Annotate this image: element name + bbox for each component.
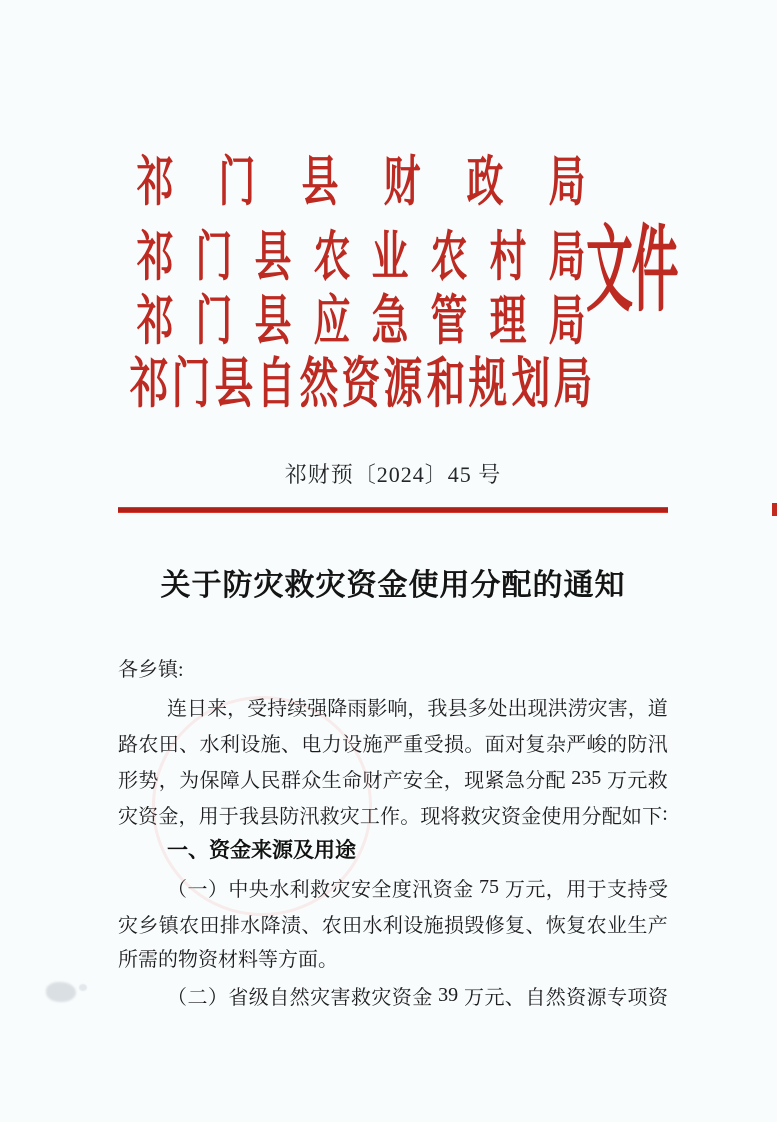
letterhead-agency-line-4: 祁 门 县 自 然 资 源 和 规 划 局: [129, 355, 593, 415]
body-line-2: 路 农 田 、 水 利 设 施 、 电 力 设 施 严 重 受 损 。 面 对 复 杂 严 峻 的 防 汛: [118, 733, 668, 756]
doc-number: 祁财预〔2024〕45 号: [284, 462, 502, 487]
body-line-3: 形 势 ， 为 保 障 人 民 群 众 生 命 财 产 安 全 ， 现 紧 急 分 配 235 万 元 救: [118, 767, 668, 793]
faint-seal-ghost: [152, 696, 372, 916]
red-separator-line: [118, 507, 668, 513]
body-line-6: （ 一 ） 中 央 水 利 救 灾 安 全 度 汛 资 金 75 万 元 ， 用 于 支 持 受: [167, 875, 668, 901]
letterhead-agency-line-1: 祁 门 县 财 政 局: [136, 152, 586, 212]
scan-smudge: [46, 982, 76, 1002]
document-title: 关于防灾救灾资金使用分配的通知: [160, 569, 626, 602]
letterhead-agency-line-2: 祁 门 县 农 业 农 村 局: [136, 227, 586, 287]
doc-type-label: 文件: [586, 219, 678, 323]
body-line-7: 灾 乡 镇 农 田 排 水 降 渍 、 农 田 水 利 设 施 损 毁 修 复 、 恢 复 农 业 生 产: [118, 914, 668, 937]
body-line-9: （ 二 ） 省 级 自 然 灾 害 救 灾 资 金 39 万 元 、 自 然 资 源 专 项 资: [167, 984, 668, 1010]
letterhead-agency-line-3: 祁 门 县 应 急 管 理 局: [136, 291, 586, 351]
section-heading: 一、资金来源及用途: [167, 838, 356, 862]
body-line-4: 灾 资 金 ， 用 于 我 县 防 汛 救 灾 工 作 。 现 将 救 灾 资 金 使 用 分 配 如 下 :: [118, 803, 668, 829]
scan-smudge-dot: [79, 984, 87, 991]
body-line-1: 连 日 来 ， 受 持 续 强 降 雨 影 响 ， 我 县 多 处 出 现 洪 涝 灾 害 ， 道: [167, 697, 668, 720]
body-line-8: 所需的物资材料等方面。: [118, 948, 338, 971]
scan-mark-right-edge: [772, 503, 777, 516]
salutation: 各乡镇:: [118, 659, 184, 681]
